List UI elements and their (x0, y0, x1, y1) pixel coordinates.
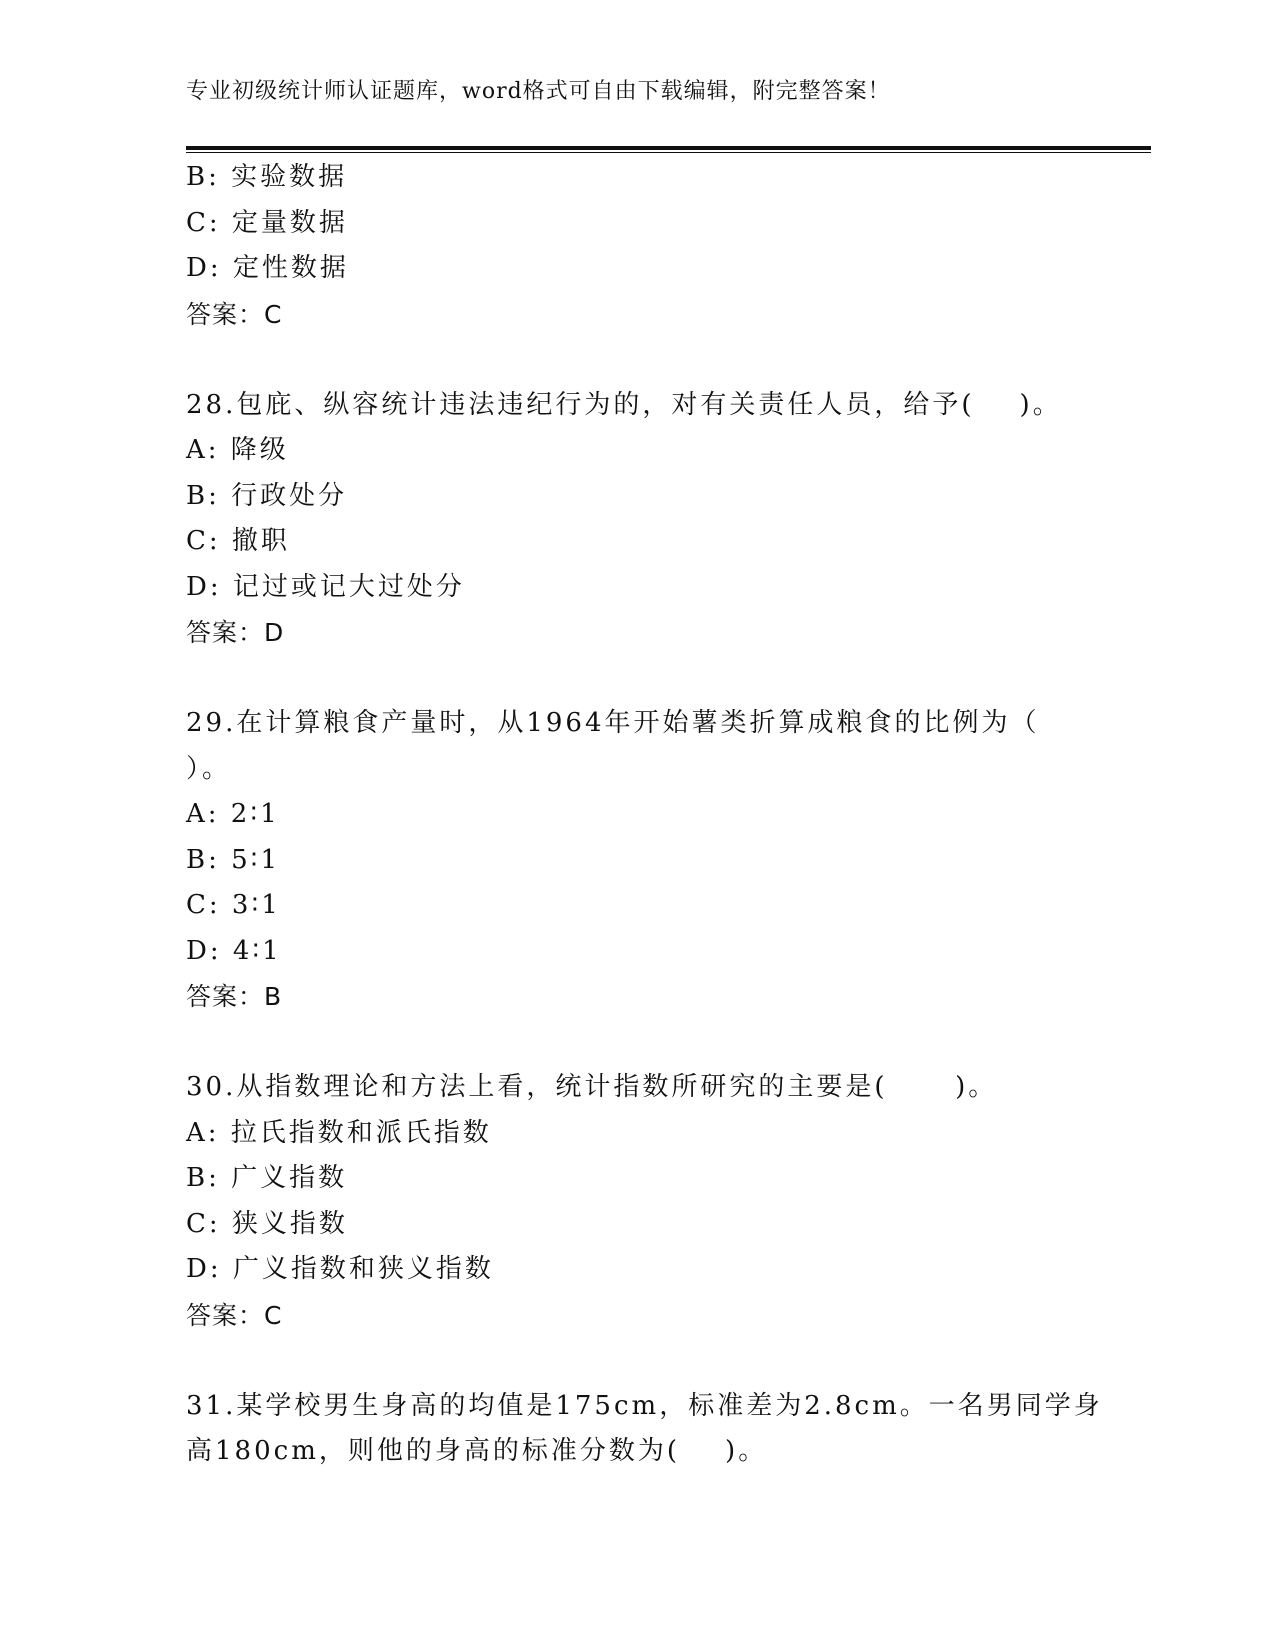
option-c: C: 定量数据 (186, 207, 348, 238)
option-b: B: 广义指数 (186, 1163, 348, 1193)
question-29 (186, 701, 1151, 1020)
option-d: D: 广义指数和狭义指数 (186, 1254, 494, 1284)
question-text-cont: 高180cm，则他的身高的标准分数为( )。 (186, 1436, 768, 1466)
option-a: A: 拉氏指数和派氏指数 (186, 1117, 492, 1148)
option-a: A: 降级 (186, 435, 289, 465)
question-28 (186, 383, 1151, 656)
option-c: C: 3∶1 (186, 890, 281, 920)
answer: 答案：D (186, 618, 285, 647)
question-text: 30.从指数理论和方法上看，统计指数所研究的主要是( )。 (186, 1072, 998, 1102)
option-a: A: 2∶1 (186, 799, 280, 829)
option-d: D: 定性数据 (186, 253, 349, 283)
prev-question (186, 155, 1151, 337)
question-content (186, 155, 1151, 1475)
question-text: 28.包庇、纵容统计违法违纪行为的，对有关责任人员，给予( )。 (186, 389, 1062, 420)
option-b: B: 实验数据 (186, 162, 348, 192)
option-c: C: 撤职 (186, 526, 290, 556)
option-c: C: 狭义指数 (186, 1208, 348, 1239)
option-d: D: 记过或记大过处分 (186, 571, 465, 602)
question-text: 29.在计算粮食产量时，从1964年开始薯类折算成粮食的比例为（ (186, 708, 1040, 738)
answer: 答案：B (186, 982, 283, 1011)
option-d: D: 4∶1 (186, 935, 282, 966)
option-b: B: 5∶1 (186, 844, 280, 875)
question-text: 31.某学校男生身高的均值是175cm，标准差为2.8cm。一名男同学身 (186, 1390, 1103, 1421)
option-b: B: 行政处分 (186, 480, 348, 511)
header-rule-thick (186, 146, 1151, 150)
question-31 (186, 1384, 1151, 1475)
question-30 (186, 1065, 1151, 1338)
answer: 答案：C (186, 1300, 283, 1330)
page-header: 专业初级统计师认证题库，word格式可自由下载编辑，附完整答案！ (186, 79, 891, 104)
header-rule-thin (186, 152, 1151, 153)
answer: 答案：C (186, 299, 283, 329)
question-text-cont: ）。 (186, 753, 232, 784)
